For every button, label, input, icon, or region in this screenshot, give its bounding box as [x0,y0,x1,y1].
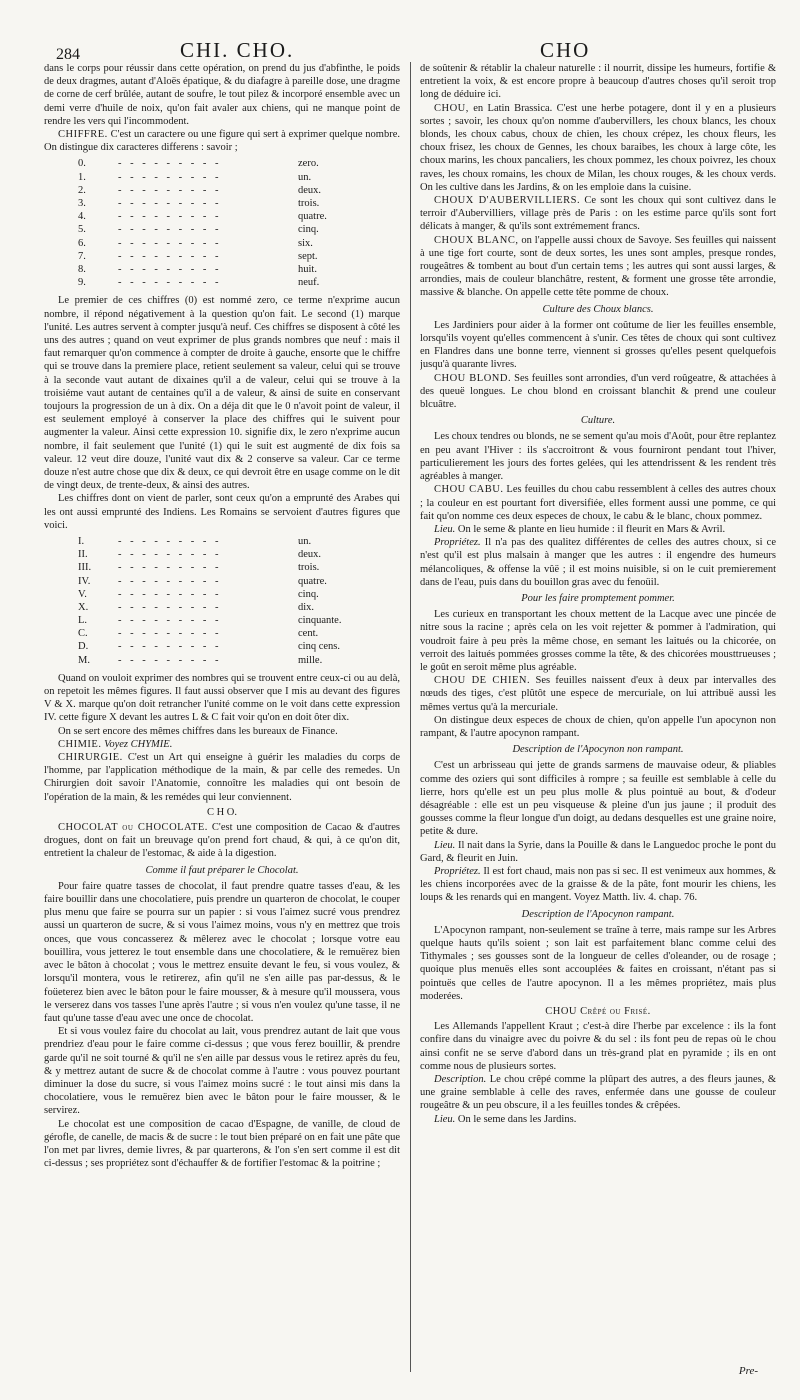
lieu-text: Il nait dans la Syrie, dans la Pouille & dans le Languedoc proche le pont du Gard, & fleurit en Juin. [420,839,776,864]
numeral: 0. [78,158,86,170]
paragraph: L'Apocynon rampant, non-seulement se traîne à terre, mais rampe sur les Arbres quelque hauts qu'ils soient ; son lait est parfaitement blanc comme celui des Tithymales ; ses gousses sont de la longueur de celles d'oleander, ou de rosage ; quoique plus menuës elles sont accouplées & faites en croissant, n'étant pas si pointuës que celles de l'autre apocynon. Il a les mêmes propriétez, mais plus moderées. [420,924,776,1002]
numeral: IV. [78,575,91,587]
paragraph: Les curieux en transportant les choux mettent de la Lacque avec une pincée de nitre sous la racine ; après cela on les voit rejetter & pommer à l'admiration, qui voudroit faire à peu près la même chose, en semant les laitués ou la chicorée, on verroit des laitués pommées grosses comme la tête, & des chicorées mousttrueuses ; le goût en seroit même plus agréable. [420,609,776,673]
description-label: Description. [434,1074,487,1086]
entry-term: CHOU BLOND. [434,372,512,384]
leader-dashes: - - - - - - - - - [118,588,222,600]
numeral-word: cinquante. [298,615,342,627]
paragraph: Les chiffres dont on vient de parler, sont ceux qu'on a emprunté des Arabes qui les ont aussi emprunté des Indiens. Les Romains se servoient d'autres figures que voici. [44,493,400,531]
paragraph: Les choux tendres ou blonds, ne se sement qu'au mois d'Août, pour être replantez en peu avant l'Hiver : ils s'accroitront & vous fourniront pendant tout l'hiver, particulierement les jours des fortes gelées, qui les attendrissent & les rendent très agréables à manger. [420,431,776,483]
entry-chiffre [44,128,400,154]
numeral: 3. [78,197,86,209]
proprietez-label: Propriétez. [434,537,481,549]
running-header-left: CHI. CHO. [180,38,295,62]
table-row [78,157,400,170]
numeral: III. [78,562,92,574]
paragraph: Les Jardiniers pour aider à la former ont coûtume de lier les feuilles ensemble, lorsqu'ils voyent qu'elles commencent à s'unir. Ces têtes de choux qui sont cultivez en Flandres dans une bonne terre, viennent si grosses qu'elles pesent quelquefois jusqu'à quarante livres. [420,319,776,371]
numeral-word: trois. [298,562,320,574]
entry-choux-aubervilliers [420,194,776,234]
table-row [78,197,400,210]
table-row [78,276,400,289]
entry-definition: Ses feuilles naissent d'eux à deux par intervalles des nœuds des tiges, c'est plûtôt une espece de mercuriale, on lui attribuë aussi les mêmes vertus qu'à la mercuriale. [420,675,776,713]
entry-term: CHOU CABU. [434,484,504,496]
table-row [78,588,400,601]
numeral-word: trois. [298,197,320,209]
entry-chou-cabu [420,483,776,523]
numeral-word: un. [298,535,312,547]
numeral: M. [78,654,90,666]
entry-term: CHOUX BLANC, [434,234,519,246]
table-row [78,223,400,236]
paragraph: dans le corps pour réussir dans cette opération, on prend du jus d'abfinthe, le poids de deux dragmes, autant d'Aloës épatique, & du diafagre à pareille dose, une dragme de corne de cerf brûlée, autant de soufre, le tout pilez & incorporé ensemble avec un demi verre d'huile de noix, qu'on fait avaler aux chiens, qui ne manque point de rendre les vers qui l'incommodent. [44,63,400,127]
leader-dashes: - - - - - - - - - [118,197,222,209]
numeral-word: quatre. [298,575,327,587]
catchword: Pre- [738,1365,758,1377]
description-text: Le chou crêpé comme la plûpart des autres, a des fleurs jaunes, & une graine semblable à celle des raves, enfermée dans une gousse de couleur rougeâtre & un peu obscure, il a les feuilles tondes & crêpées. [420,1074,776,1112]
entry-heading-chou-crepe: CHOU Crêpé ou Frisé. [545,1006,651,1018]
leader-dashes: - - - - - - - - - [118,575,222,587]
table-row [78,601,400,614]
numeral: 5. [78,224,86,236]
table-row [78,614,400,627]
lieu-label: Lieu. [434,839,456,851]
entry-term: CHOU DE CHIEN. [434,675,531,687]
table-row [78,210,400,223]
entry-chimie [44,738,400,751]
numeral-word: quatre. [298,211,327,223]
numeral: 4. [78,211,86,223]
proprietez-text: Il est fort chaud, mais non pas si sec. Il est venimeux aux hommes, & les chiens incorporées avec de la graisse & de la pâte, font mourir les chiens, les loups & les renards qui en mangent. Voyez Matth. liv. 4. chap. 76. [420,865,776,904]
subheading: Culture des Choux blancs. [542,303,654,315]
numeral-word: cinq. [298,224,319,236]
subheading: Description de l'Apocynon rampant. [521,908,675,920]
entry-definition: C'est un caractere ou une figure qui sert à exprimer quelque nombre. On distingue dix caracteres differens : savoir ; [44,129,400,154]
paragraph: Les Allemands l'appellent Kraut ; c'est-à dire l'herbe par excelence : ils la font confire dans du vinaigre avec du poivre & du sel : ils font peu de repas où le chou ainsi confit ne se serve d'abord dans un très-grand plat en pyramide ; ils en ont comme nous de plusieurs sortes. [420,1021,776,1072]
roman-numerals-table [78,535,400,667]
lieu-text: On le seme & plante en lieu humide : il fleurit en Mars & Avril. [457,523,726,535]
paragraph: C'est un arbrisseau qui jette de grands sarmens de mauvaise odeur, & pliables comme des oziers qui sont difficiles à rompre ; sa feuille est semblable à celle du lierre, hors qu'elle est un peu plus molle & plus pointuë au bout, & d'odeur désagréable : elle est un peu visqueuse & pleine d'un jus jaune ; il produit des gousses comme la fleur longue d'un doigt, au dedans desquelles est une graine noire, petite & dure. [420,760,776,838]
numeral: 2. [78,184,86,196]
lieu-paragraph [420,1113,776,1126]
table-row [78,535,400,548]
table-row [78,654,400,667]
leader-dashes: - - - - - - - - - [118,601,222,613]
paragraph: Pour faire quatre tasses de chocolat, il faut prendre quatre tasses d'eau, & les faire bouillir dans une chocolatiere, puis prendre un quarteron de chocolat, le couper plus menu que faire se pourra sur un papier : si vous l'aimez sucré vous prendrez aussi un quarteron de sucre, & si vous l'aimez moins, vous n'y en mettrez que trois onces, que vous concasserez & mêlerez avec le chocolat ; lorsque votre eau bouillira, vous jetterez le tout ensemble dans une chocolatiere, & le remuërez bien avec le bâton à chocolat ; vous le mettrez ensuite devant le feu, si vous voulez, & lorsqu'il montera, vous le retirerez, afin qu'il ne s'en aille pas par-dessus, & le foüeterez bien avec le bâton pour le faire mousser, & à mesure qu'il moussera, vous le verserez dans vos tasses l'une après l'autre ; si vous n'en voulez qu'une tasse, il ne faut qu'une tasse d'eau avec une once de chocolat. [44,880,400,1024]
leader-dashes: - - - - - - - - - [118,628,222,640]
numeral-word: deux. [298,549,322,561]
numeral-word: zero. [298,158,319,170]
lieu-label: Lieu. [434,523,456,535]
numeral: L. [78,615,88,627]
entry-definition: Ce sont les choux qui sont cultivez dans le terroir d'Aubervilliers, village près de Paris : on les estime parce qu'ils sont fort délicats à manger, & qu'ils sont extrémement francs. [420,195,776,233]
numeral: I. [78,535,85,547]
entry-term: CHOUX D'AUBERVILLIERS. [434,195,581,207]
table-row [78,184,400,197]
section-heading: C H O. [206,806,238,818]
leader-dashes: - - - - - - - - - [118,562,222,574]
numeral: 1. [78,171,86,183]
entry-definition: Les feuilles du chou cabu ressemblent à celles des autres choux ; la couleur en est pourtant fort diversifiée, elles forment aussi une pomme, ce qui fait qu'on nomme ces deux especes de choux, le cabu & le blanc, choux pommez. [420,484,776,522]
entry-term: CHOCOLAT ou CHOCOLATE. [58,822,208,834]
table-row [78,627,400,640]
right-column [420,62,776,1384]
entry-chou-blond [420,372,776,412]
table-row [78,575,400,588]
proprietez-paragraph [420,865,776,905]
numeral: V. [78,588,87,600]
subheading: Description de l'Apocynon non rampant. [512,744,684,756]
arabic-digits-table [78,157,400,289]
left-column [44,62,400,1384]
subheading: Culture. [580,415,616,427]
leader-dashes: - - - - - - - - - [118,263,222,275]
entry-definition: C'est un Art qui enseigne à guérir les maladies du corps de l'homme, par l'application méthodique de la main, & par celle des remedes. Un Chirurgien doit savoir l'Anatomie, connoître les maladies qui ont besoin de l'opération de la main, & les remédes qui leur conviennent. [44,752,400,803]
numeral: 7. [78,250,86,262]
leader-dashes: - - - - - - - - - [118,535,222,547]
numeral-word: deux. [298,184,322,196]
numeral-word: huit. [298,263,317,275]
paragraph: Et si vous voulez faire du chocolat au lait, vous prendrez autant de lait que vous prendriez d'eau pour le faire comme ci-dessus ; que vous ferez bouillir, & prendre garde qu'il ne soit tourné & qu'il ne s'en aille par dessus vous le retirez après du feu, & y mettrez autant de sucre & de chocolat comme à l'autre : vous pouvez pourtant diminuer la dose du sucre, si vous l'aimez moins sucré : le tout ainsi mis dans la chocolatiere, vous le remuërez bien avec le bâton pour le faire mousser, & le servirez. [44,1026,400,1117]
numeral-word: six. [298,237,313,249]
running-header-right: CHO [540,38,591,62]
numeral-word: sept. [298,250,318,262]
leader-dashes: - - - - - - - - - [118,250,222,262]
column-rule [410,62,411,1372]
leader-dashes: - - - - - - - - - [118,277,222,289]
entry-choux-blanc [420,234,776,300]
proprietez-paragraph [420,536,776,589]
cross-reference: Voyez CHYMIE. [104,738,173,750]
leader-dashes: - - - - - - - - - [118,654,222,666]
numeral-word: dix. [298,601,315,613]
entry-term: CHOU, [434,102,469,114]
numeral-word: mille. [298,654,323,666]
paragraph: Quand on vouloit exprimer des nombres qui se trouvent entre ceux-ci ou au delà, on repetoit les mêmes figures. Il faut aussi observer que I mis au devant des figures V & X. marque qu'on doit retrancher l'unité comme on le voit dans cette expression IV. cette figure X devant les autres L & C fait voir qu'on en doit ôter dix. [44,672,400,724]
leader-dashes: - - - - - - - - - [118,184,222,196]
leader-dashes: - - - - - - - - - [118,641,222,653]
paragraph: On distingue deux especes de choux de chien, qu'on appelle l'un apocynon non rampant, & l'autre apocynon rampant. [420,714,776,739]
table-row [78,561,400,574]
table-row [78,263,400,276]
entry-term: CHIFFRE. [58,129,108,141]
numeral: 9. [78,277,86,289]
subheading: Comme il faut préparer le Chocolat. [145,864,299,876]
leader-dashes: - - - - - - - - - [118,237,222,249]
table-row [78,171,400,184]
leader-dashes: - - - - - - - - - [118,549,222,561]
table-row [78,237,400,250]
entry-definition: Ses feuilles sont arrondies, d'un verd roûgeatre, & attachées à des queuë longues. Le chou blond en croissant blanchit & prend une couleur blcuâtre. [420,372,776,411]
entry-definition: on l'appelle aussi choux de Savoye. Ses feuilles qui naissent à une tige fort courte, sont de deux sortes, les unes sont amples, presque rondes, rougeâtres & tombent au bout d'un certain tems ; les autres qui sont aussi larges, & arrondies, mais de couleur blanchâtre, restent, & forment une grosse tête arrondie, massive & blanche. On appelle cette tête pomme de choux. [420,234,776,299]
paragraph: On se sert encore des mêmes chiffres dans les bureaux de Finance. [58,725,338,737]
numeral: II. [78,549,88,561]
numeral: C. [78,628,88,640]
entry-chirurgie [44,751,400,804]
lieu-paragraph [420,839,776,865]
entry-term: CHIMIE. [58,738,102,750]
entry-definition: en Latin Brassica. C'est une herbe potagere, dont il y en a plusieurs sortes ; savoir, les choux qu'on nomme d'aubervillers, les choux blancs, les choux blonds, les choux cabus, choux de chien, les choux crépez, les choux fleurs, les choux frisez, les choux de Gennes, les choux baraibes, les choux à large côte, les choux marins, les choux pancaliers, les choux pommez, les choux poivrez, les choux raves, les choux romains, les choux de Milan, les choux rouges, & les choux verds. On les cultive dans les Jardins, & on les emploie dans la cuisine. [420,102,776,193]
paragraph: Le premier de ces chiffres (0) est nommé zero, ce terme n'exprime aucun nombre, il répond négativement à la question qu'on fait. Le second (1) marque l'unité. Les autres servent à compter jusqu'à neuf. Ces chiffres se disposent à côté les uns des autres ; quand on veut exprimer de plus grands nombres que neuf : mais il faut remarquer qu'on commence à compter de droite à gauche, ensorte que le chiffre qui se trouve dans la premiere place, retient seulement sa valeur, celui qui se trouve à la seconde vaut autant de dixaines qu'il a de valeur, celui qui se trouve à la troisiéme vaut autant de centaines qu'il a de valeur, & ainsi de suite en conservant toujours la progression de un à dix. On a déja dit que le 0 n'avoit point de valeur, il est seulement employé à conserver la place des chiffres qui le suivent pour augmenter la valeur. Ainsi cette expression 10. signifie dix, le zero n'exprime aucun nombre, il fait seulement que l'unité (1) qui le suit est augmenté de dix fois sa valeur. 12 veut dire douze, l'unité vaut dix & 2 conserve sa valeur. Car ce terme douze n'est autre chose que dix & deux, ce qui devroit être en usage comme on le dit de vingt deux, de trente-deux, & ainsi des autres. [44,295,400,492]
subheading: Pour les faire promptement pommer. [521,592,675,604]
leader-dashes: - - - - - - - - - [118,224,222,236]
numeral-word: cinq cens. [298,641,340,653]
table-row [78,548,400,561]
leader-dashes: - - - - - - - - - [118,615,222,627]
paragraph: Le chocolat est une composition de cacao d'Espagne, de vanille, de cloud de gérofle, de canelle, de macis & de sucre : le tout bien préparé on en fait une pâte que l'on met par livres, demie livres, & par quarterons, & l'on s'en sert comme il est dit ci-dessus ; ses propriétez sont d'échauffer & de fortifier l'estomac & la poitrine ; [44,1118,400,1170]
entry-term: CHIRURGIE. [58,752,123,764]
numeral-word: un. [298,171,312,183]
numeral: 8. [78,263,86,275]
lieu-paragraph [420,523,776,536]
numeral: 6. [78,237,86,249]
table-row [78,250,400,263]
leader-dashes: - - - - - - - - - [118,211,222,223]
numeral: D. [78,641,89,653]
entry-chocolat [44,821,400,861]
numeral-word: neuf. [298,277,320,289]
numeral-word: cent. [298,628,319,640]
lieu-label: Lieu. [434,1113,456,1125]
lieu-text: On le seme dans les Jardins. [457,1113,577,1125]
table-row [78,640,400,653]
numeral: X. [78,601,89,613]
entry-chou [420,102,776,194]
leader-dashes: - - - - - - - - - [118,158,222,170]
page-number: 284 [56,46,80,63]
description-paragraph [420,1073,776,1113]
numeral-word: cinq. [298,588,319,600]
paragraph: de soûtenir & rétablir la chaleur naturelle : il nourrit, dissipe les humeurs, fortifie & entretient la voix, & est encore propre à beaucoup d'autres choses qu'il seroit trop long de déduire ici. [420,63,776,101]
leader-dashes: - - - - - - - - - [118,171,222,183]
proprietez-text: Il n'a pas des qualitez différentes de celles des autres choux, si ce n'est qu'il est plus malsain à manger que les autres : il engendre des humeurs mélancoliques, & offense la vûë ; il est moins nuisible, si on le cuit premierement dans de l'eau, puis dans du bouillon gras avec du fenoüil. [420,537,776,588]
proprietez-label: Propriétez. [434,865,481,877]
entry-chou-de-chien [420,674,776,714]
entry-definition: C'est une composition de Cacao & d'autres drogues, dont on fait un breuvage qu'on prend fort chaud, & qui, à ce qu'on dit, entretient la chaleur de l'estomac, & aide à la digestion. [44,822,400,860]
